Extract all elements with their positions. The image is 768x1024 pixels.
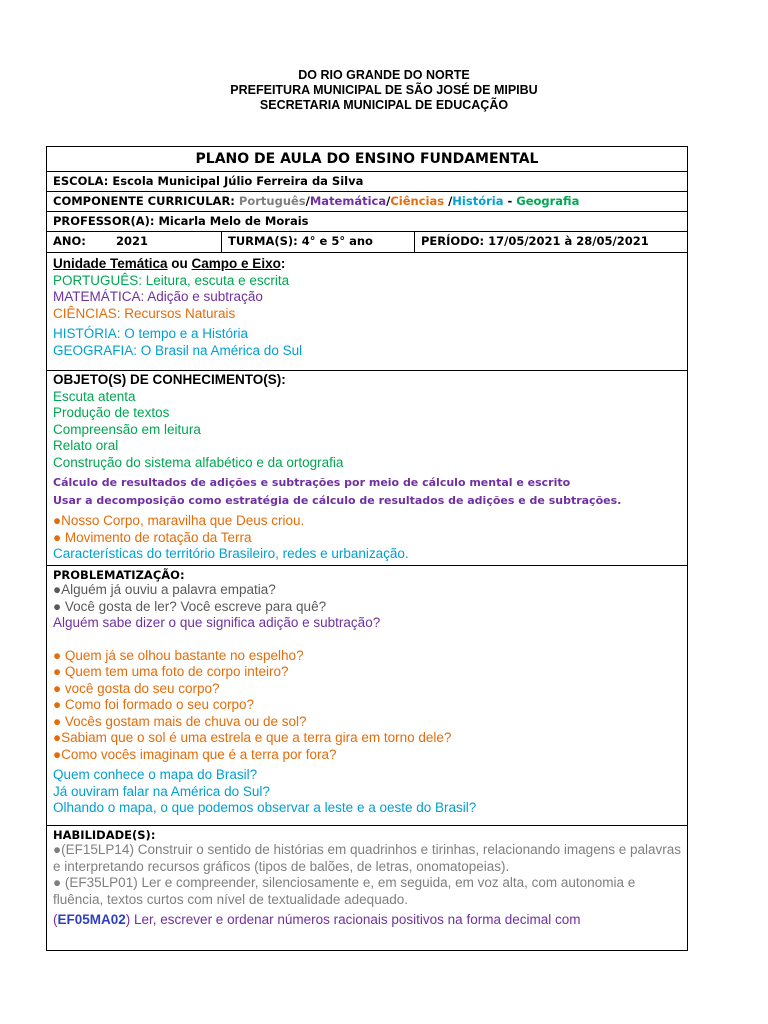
header-state: DO RIO GRANDE DO NORTE (298, 68, 470, 82)
obj-portugues-2: Produção de textos (53, 405, 170, 420)
obj-matematica-1: Cálculo de resultados de adições e subtrações por meio de cálculo mental e escrito (53, 476, 571, 489)
period-cell: PERÍODO: 17/05/2021 à 28/05/2021 (415, 232, 688, 253)
class-cell: TURMA(S): 4° e 5° ano (222, 232, 415, 253)
prob-ciencias-4: ● Como foi formado o seu corpo? (53, 697, 255, 712)
obj-ciencias-2: ● Movimento de rotação da Terra (53, 529, 252, 545)
problematization-title: PROBLEMATIZAÇÃO: (53, 568, 185, 582)
lesson-plan-table (46, 146, 688, 951)
problematization-section (47, 566, 688, 826)
obj-portugues-3: Compreensão em leitura (53, 421, 201, 437)
component-label: COMPONENTE CURRICULAR: (53, 194, 239, 208)
unit-geografia: GEOGRAFIA: O Brasil na América do Sul (53, 342, 303, 358)
knowledge-objects-section (47, 371, 688, 566)
skills-title: HABILIDADE(S): (53, 828, 156, 842)
component-matematica: Matemática (309, 194, 387, 208)
skill-code-ef05ma02: EF05MA02 (57, 912, 126, 927)
unit-ciencias: CIÊNCIAS: Recursos Naturais (53, 305, 236, 321)
skill-ef05ma02: (EF05MA02) Ler, escrever e ordenar números racionais positivos na forma decimal com (53, 912, 581, 927)
component-ciencias: Ciências (390, 194, 445, 208)
knowledge-objects-title: OBJETO(S) DE CONHECIMENTO(S): (53, 372, 286, 387)
obj-geografia: Características do território Brasileiro, redes e urbanização. (53, 546, 409, 561)
obj-ciencias-1: ●Nosso Corpo, maravilha que Deus criou. (53, 513, 305, 528)
header-prefeitura: PREFEITURA MUNICIPAL DE SÃO JOSÉ DE MIPIBU (230, 83, 538, 97)
unit-historia: HISTÓRIA: O tempo e a História (53, 326, 249, 341)
component-historia: História (452, 194, 504, 208)
header-secretaria: SECRETARIA MUNICIPAL DE EDUCAÇÃO (259, 98, 509, 112)
unit-matematica: MATEMÁTICA: Adição e subtração (53, 289, 263, 304)
document-header (0, 68, 768, 113)
component-geografia: Geografia (516, 194, 580, 208)
teacher-row: PROFESSOR(A): Micarla Melo de Morais (47, 212, 688, 232)
curricular-component-row: COMPONENTE CURRICULAR: Português/Matemática/Ciências /História - Geografia (47, 192, 688, 212)
obj-portugues-1: Escuta atenta (53, 388, 136, 404)
prob-geografia-1: Quem conhece o mapa do Brasil? (53, 767, 258, 782)
year-value: 2021 (115, 234, 148, 248)
year-label: ANO: (53, 234, 86, 248)
skill-ef35lp01: ● (EF35LP01) Ler e compreender, silenciosamente e, em seguida, em voz alta, com autonomia e fluência, textos curtos com nível de textualidade adequado. (53, 875, 636, 907)
year-cell (47, 232, 222, 253)
school-row: ESCOLA: Escola Municipal Júlio Ferreira da Silva (47, 172, 688, 192)
component-portugues: Português (238, 194, 306, 208)
obj-matematica-2: Usar a decomposição como estratégia de cálculo de resultados de adições e de subtrações. (53, 494, 622, 507)
prob-ciencias-5: ● Vocês gostam mais de chuva ou de sol? (53, 713, 307, 729)
obj-portugues-4: Relato oral (53, 438, 119, 453)
obj-portugues-5: Construção do sistema alfabético e da ortografia (53, 454, 344, 470)
prob-ciencias-1: ● Quem já se olhou bastante no espelho? (53, 647, 304, 663)
prob-ciencias-3: ● você gosta do seu corpo? (53, 680, 220, 696)
thematic-unit-title: Unidade Temática ou Campo e Eixo: (53, 256, 286, 271)
prob-ciencias-7: ●Como vocês imaginam que é a terra por fora? (53, 746, 337, 762)
prob-matematica: Alguém sabe dizer o que significa adição e subtração? (53, 615, 381, 630)
plan-title: PLANO DE AULA DO ENSINO FUNDAMENTAL (47, 147, 688, 172)
unit-portugues: PORTUGUÊS: Leitura, escuta e escrita (53, 272, 290, 288)
prob-portugues-1: ●Alguém já ouviu a palavra empatia? (53, 582, 276, 597)
prob-ciencias-2: ● Quem tem uma foto de corpo inteiro? (53, 664, 289, 679)
prob-portugues-2: ● Você gosta de ler? Você escreve para quê? (53, 598, 327, 614)
prob-geografia-2: Já ouviram falar na América do Sul? (53, 783, 270, 799)
prob-ciencias-6: ●Sabiam que o sol é uma estrela e que a terra gira em torno dele? (53, 730, 452, 745)
prob-geografia-3: Olhando o mapa, o que podemos observar a leste e a oeste do Brasil? (53, 800, 477, 815)
thematic-unit-section (47, 253, 688, 371)
skill-ef15lp14: ●(EF15LP14) Construir o sentido de histórias em quadrinhos e tirinhas, relacionando imagens e palavras e interpretando recursos gráficos (tipos de balões, de letras, onomatopeias). (53, 842, 681, 874)
skills-section (47, 826, 688, 951)
